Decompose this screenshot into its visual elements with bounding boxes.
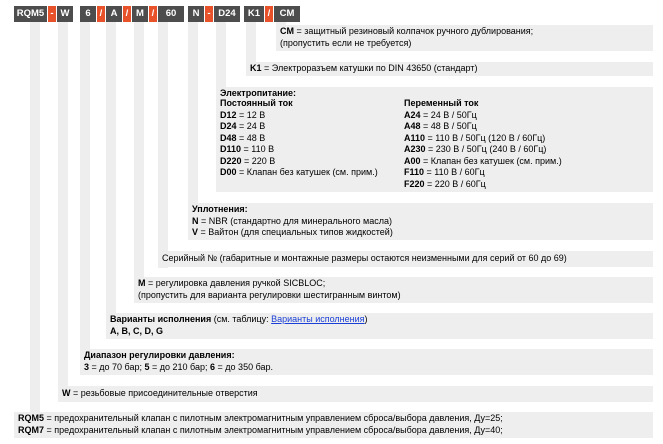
- serial-section: [158, 251, 653, 267]
- variants-section: Варианты исполнения (см. таблицу: Варианты исполнения) A, B, C, D, G: [106, 313, 653, 339]
- rqm7-text: = предохранительный клапан с пилотным электромагнитным управлением сброса/выбора давления, Ду=40;: [44, 424, 503, 435]
- w-key: W: [62, 388, 71, 398]
- variants-link[interactable]: Варианты исполнения: [271, 314, 365, 324]
- code-chip-rqm5: RQM5: [14, 6, 47, 22]
- dc-row: D24 = 24 В: [220, 121, 266, 131]
- ac-column: [404, 98, 562, 190]
- dc-row: D00 = Клапан без катушек (см. прим.): [220, 167, 378, 177]
- seals-n: N = NBR (стандартно для минерального масла): [192, 215, 392, 226]
- cm-note: (пропустить если не требуется): [280, 37, 412, 48]
- seals-section: [188, 203, 653, 240]
- ac-title: Переменный ток: [404, 98, 479, 108]
- model-section: [14, 412, 653, 438]
- variants-title: Варианты исполнения: [110, 314, 212, 324]
- m-key: M: [138, 278, 146, 288]
- code-separator: /: [265, 6, 273, 22]
- w-section: [58, 386, 653, 402]
- power-supply-section: [216, 87, 653, 192]
- code-separator: -: [48, 6, 56, 22]
- code-chip-m: M: [132, 6, 148, 22]
- code-separator: /: [123, 6, 131, 22]
- range-title: Диапазон регулировки давления:: [84, 350, 235, 360]
- code-chip-seals: N: [188, 6, 204, 22]
- connector-pressure: [80, 22, 90, 374]
- ac-row: A110 = 110 В / 50Гц (120 В / 60Гц): [404, 132, 546, 143]
- connector-w: [58, 22, 68, 402]
- dc-title: Постоянный ток: [220, 98, 293, 108]
- code-separator: -: [205, 6, 213, 22]
- connector-serial: [158, 22, 168, 268]
- k1-description: [246, 62, 653, 76]
- ac-row: A24 = 24 В / 50Гц: [404, 109, 477, 120]
- ac-row: A00 = Клапан без катушек (см. прим.): [404, 155, 562, 166]
- code-separator: /: [97, 6, 105, 22]
- code-chip-variant: A: [106, 6, 122, 22]
- dc-column: [220, 98, 378, 179]
- code-chip-w: W: [57, 6, 73, 22]
- range-values: 3 = до 70 бар; 5 = до 210 бар; 6 = до 350 бар.: [84, 361, 274, 372]
- cm-description: [276, 25, 653, 51]
- connector-rqm: [30, 22, 40, 412]
- ac-row: F220 = 220 В / 60Гц: [404, 178, 486, 189]
- code-chip-power: D24: [214, 6, 240, 22]
- variants-values: A, B, C, D, G: [110, 325, 164, 336]
- ac-row: A48 = 48 В / 50Гц: [404, 121, 477, 131]
- rqm5-key: RQM5: [18, 413, 45, 423]
- dc-row: D48 = 48 В: [220, 132, 266, 143]
- code-chip-pressure: 6: [80, 6, 96, 22]
- code-separator: /: [149, 6, 157, 22]
- ac-row: F110 = 110 В / 60Гц: [404, 167, 485, 177]
- ac-row: A230 = 230 В / 50Гц (240 В / 60Гц): [404, 144, 547, 154]
- m-note: (пропустить для варианта регулировки шестигранным винтом): [138, 289, 401, 300]
- code-chip-serial: 60: [158, 6, 184, 22]
- w-text: = резьбовые присоединительные отверстия: [70, 388, 258, 398]
- k1-text: = Электроразъем катушки по DIN 43650 (стандарт): [261, 63, 478, 73]
- k1-key: K1: [250, 63, 262, 73]
- serial-text: Серийный № (габаритные и монтажные размеры остаются неизменными для серий от 60 до 69): [162, 253, 567, 263]
- code-chip-cm: CM: [274, 6, 300, 22]
- connector-m: [134, 22, 144, 302]
- rqm5-text: = предохранительный клапан с пилотным электромагнитным управлением сброса/выбора давления, Ду=25;: [44, 413, 503, 423]
- code-chip-k1: K1: [244, 6, 264, 22]
- cm-key: CM: [280, 26, 294, 36]
- seals-v: V = Вайтон (для специальных типов жидкостей): [192, 227, 393, 237]
- dc-row: D220 = 220 В: [220, 155, 276, 166]
- connector-variant: [106, 22, 116, 338]
- rqm7-key: RQM7: [18, 424, 45, 435]
- dc-row: D110 = 110 В: [220, 144, 275, 154]
- seals-title: Уплотнения:: [192, 204, 248, 214]
- dc-row: D12 = 12 В: [220, 109, 266, 120]
- m-text: = регулировка давления ручкой SICBLOC;: [145, 278, 326, 288]
- pressure-range-section: [80, 349, 653, 375]
- power-title: Электропитание:: [220, 88, 297, 98]
- m-section: [134, 277, 653, 303]
- cm-text: = защитный резиновый колпачок ручного дублирования;: [294, 26, 534, 36]
